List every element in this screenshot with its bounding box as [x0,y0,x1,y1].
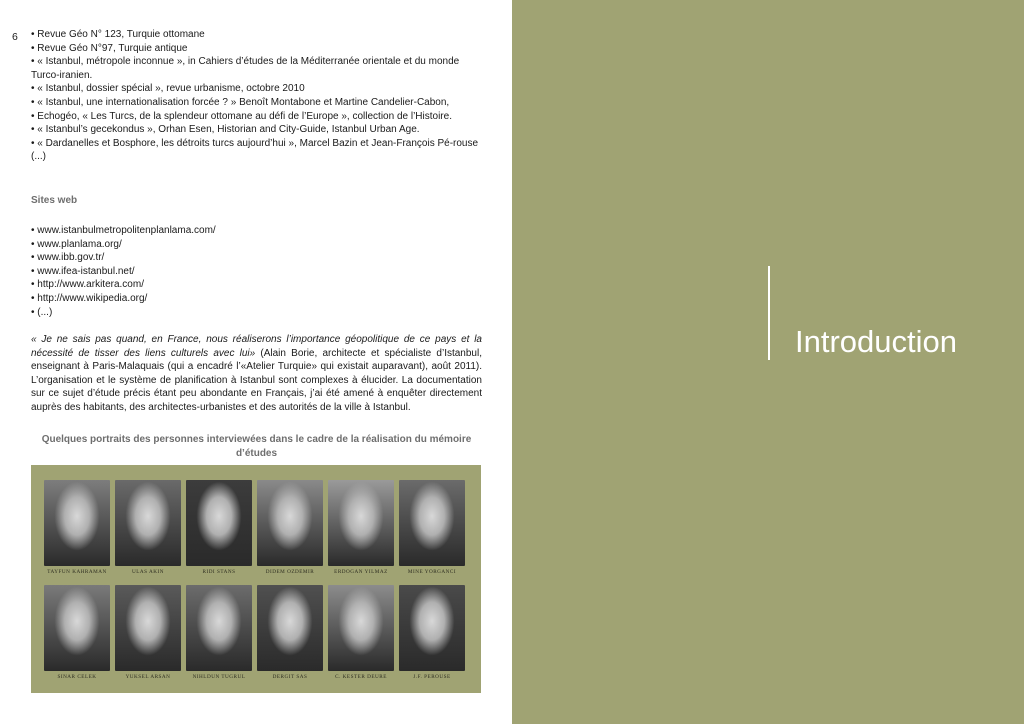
paragraph-text: (Alain Borie, architecte et spécialiste d’Istanbul, enseignant à Paris-Malaquais (qui a encadré l’«Atelier Turquie» qui existait auparavant), août 2011). L’organisation et le système de planification à Istanbul sont complexes à élucider. La documentation sur ce sujet d’étude précis étant peu abondante en Français, j’ai été amené à enquêter directement auprès des habitants, des architectes-urbanistes et des autorités de la ville à Istanbul. [31,347,482,413]
portrait-name: ERDOGAN YILMAZ [334,569,388,575]
right-page [512,0,1024,724]
bibliography-item: (...) [31,151,46,163]
site-link[interactable]: • http://www.wikipedia.org/ [31,292,148,304]
portrait-name: RIDI STANS [202,569,236,575]
intro-paragraph [31,333,482,415]
portrait-photo [115,585,181,671]
portrait-photo [257,585,323,671]
site-link[interactable]: • http://www.arkitera.com/ [31,279,144,291]
site-link[interactable]: • www.ifea-istanbul.net/ [31,265,135,277]
bibliography-item: • « Istanbul, dossier spécial », revue urbanisme, octobre 2010 [31,83,305,95]
portrait [186,480,252,575]
portrait-name: DIDEM OZDEMIR [265,569,315,575]
portrait-photo [399,585,465,671]
portrait [186,585,252,680]
portrait-name: DERGIT SAS [272,674,308,680]
portrait [257,585,323,680]
title-divider [768,266,770,360]
portrait-photo [44,480,110,566]
portrait [44,480,110,575]
site-link[interactable]: • www.planlama.org/ [31,238,122,250]
section-title: Introduction [795,324,957,359]
portrait-name: YUKSEL ARSAN [125,674,171,680]
portrait-photo [115,480,181,566]
bibliography-item: • « Istanbul, une internationalisation forcée ? » Benoît Montabone et Martine Candelier-Cabon, [31,96,450,108]
bibliography-item: • Revue Géo N° 123, Turquie ottomane [31,29,205,40]
portrait-photo [328,585,394,671]
bibliography-item: • « Istanbul’s gecekondus », Orhan Esen, Historian and City-Guide, Istanbul Urban Age. [31,124,420,136]
portrait [115,585,181,680]
portrait [328,480,394,575]
portrait [399,480,465,575]
quote-text: « Je ne sais pas quand, en France, nous réaliserons l’importance géopolitique de ce pays et la nécessité de tisser des liens culturels avec lui» [31,334,482,359]
bibliography-item: • « Istanbul, métropole inconnue », in Cahiers d’études de la Méditerranée orientale et du monde Turco-iranien. [31,56,460,81]
portrait-name: C. KESTER DEURE [335,674,387,680]
portrait-photo [44,585,110,671]
portrait-name: J.F. PEROUSE [413,674,451,680]
bibliography-item: • Revue Géo N°97, Turquie antique [31,42,188,54]
portrait-photo [399,480,465,566]
portrait-board [31,465,481,693]
portrait-photo [257,480,323,566]
portrait-photo [186,585,252,671]
site-link: • (...) [31,306,53,318]
portrait-name: NIHLDUN TUGRUL [192,674,246,680]
page-number: 6 [12,31,18,43]
portrait [115,480,181,575]
sites-heading: Sites web [31,195,78,206]
portrait-name: ULAS AKIN [131,569,165,575]
portrait-photo [328,480,394,566]
site-link[interactable]: • www.ibb.gov.tr/ [31,252,105,264]
portrait [328,585,394,680]
portrait [257,480,323,575]
bibliography-list [31,28,482,164]
photo-caption: Quelques portraits des personnes interviewées dans le cadre de la réalisation du mémoire d’études [41,434,472,459]
portrait [44,585,110,680]
sites-list [31,224,482,319]
portrait [399,585,465,680]
portrait-name: TAYFUN KAHRAMAN [47,569,107,575]
portrait-name: SINAR CELEK [57,674,97,680]
site-link[interactable]: • www.istanbulmetropolitenplanlama.com/ [31,225,216,236]
portrait-name: MINE YORGANCI [407,569,457,575]
bibliography-item: • Echogéo, « Les Turcs, de la splendeur ottomane au défi de l’Europe », collection de l’Histoire. [31,110,452,122]
bibliography-item: • « Dardanelles et Bosphore, les détroits turcs aujourd’hui », Marcel Bazin et Jean-François Pé-rouse [31,137,479,149]
portrait-photo [186,480,252,566]
